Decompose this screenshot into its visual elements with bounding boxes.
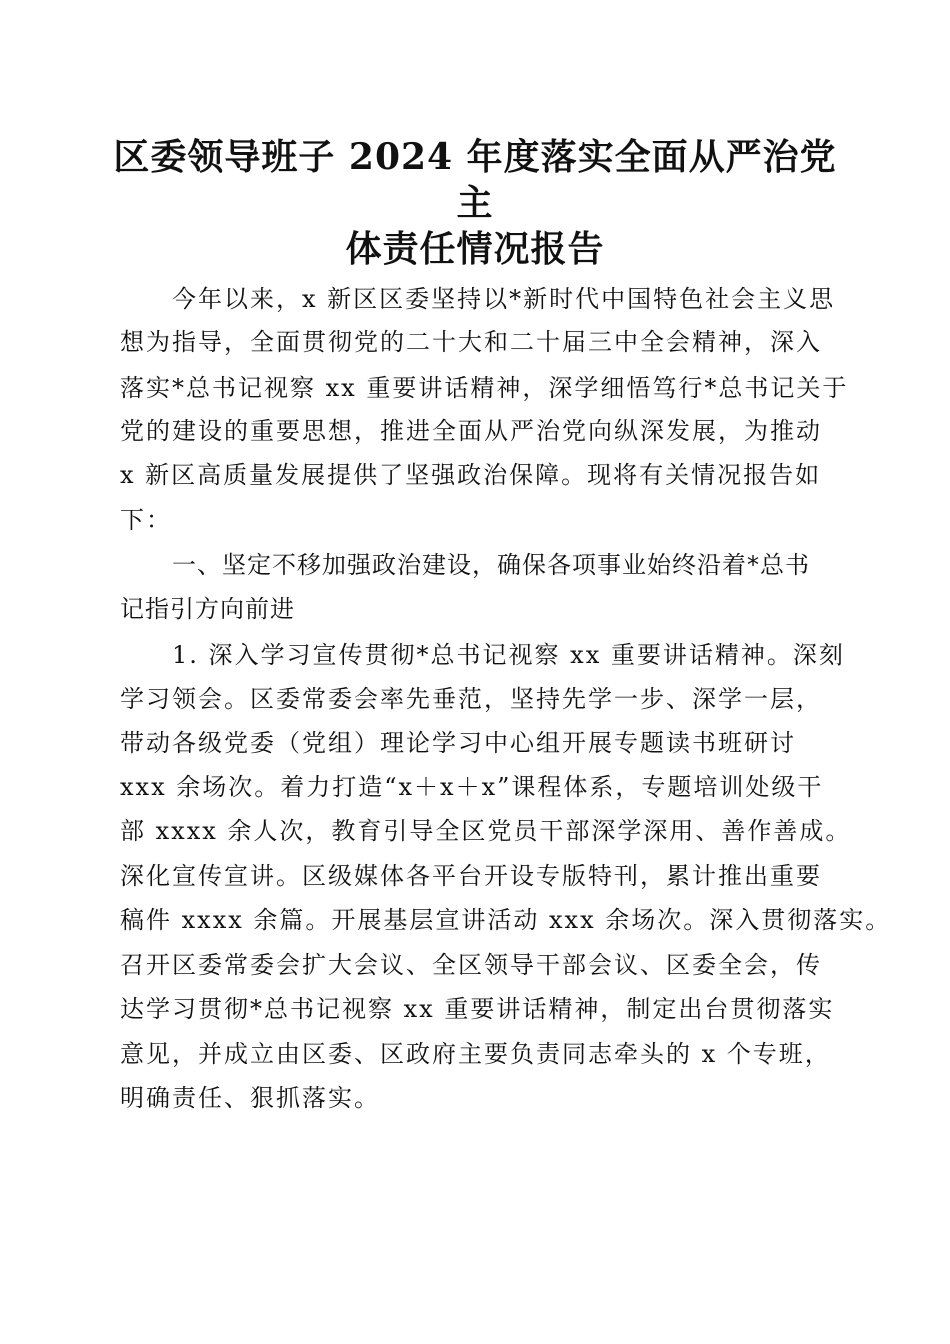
- intro-line: 今年以来，x 新区区委坚持以*新时代中国特色社会主义思: [172, 285, 836, 313]
- section-body-line: 深化宣传宣讲。区级媒体各平台开设专版特刊，累计推出重要: [120, 862, 822, 890]
- document-title: [110, 134, 840, 272]
- section-heading-line: 记指引方向前进: [120, 595, 295, 623]
- section-body-line: 1. 深入学习宣传贯彻*总书记视察 xx 重要讲话精神。深刻: [172, 641, 845, 669]
- section-body-line: 达学习贯彻*总书记视察 xx 重要讲话精神，制定出台贯彻落实: [120, 995, 835, 1023]
- section-body-line: 部 xxxx 余人次，教育引导全区党员干部深学深用、善作善成。: [120, 817, 852, 845]
- section-body-line: xxx 余场次。着力打造“x＋x＋x”课程体系，专题培训处级干: [120, 773, 824, 801]
- intro-line: 想为指导，全面贯彻党的二十大和二十届三中全会精神，深入: [120, 328, 822, 356]
- section-body-line: 学习领会。区委常委会率先垂范，坚持先学一步、深学一层，: [120, 685, 822, 713]
- section-heading-line: 一、坚定不移加强政治建设，确保各项事业始终沿着*总书: [172, 551, 810, 579]
- intro-line: 落实*总书记视察 xx 重要讲话精神，深学细悟笃行*总书记关于: [120, 374, 849, 402]
- section-body-line: 明确责任、狠抓落实。: [120, 1084, 380, 1112]
- intro-line: x 新区高质量发展提供了坚强政治保障。现将有关情况报告如: [120, 461, 822, 489]
- section-body-line: 稿件 xxxx 余篇。开展基层宣讲活动 xxx 余场次。深入贯彻落实。: [120, 906, 892, 934]
- intro-line: 党的建设的重要思想，推进全面从严治党向纵深发展，为推动: [120, 417, 822, 445]
- section-body-line: 带动各级党委（党组）理论学习中心组开展专题读书班研讨: [120, 729, 796, 757]
- title-line-1: 区委领导班子 2024 年度落实全面从严治党主: [113, 136, 837, 224]
- section-body-line: 意见，并成立由区委、区政府主要负责同志牵头的 x 个专班，: [120, 1040, 831, 1068]
- section-body-line: 召开区委常委会扩大会议、全区领导干部会议、区委全会，传: [120, 951, 822, 979]
- title-line-2: 体责任情况报告: [345, 228, 605, 270]
- intro-line: 下：: [120, 506, 172, 534]
